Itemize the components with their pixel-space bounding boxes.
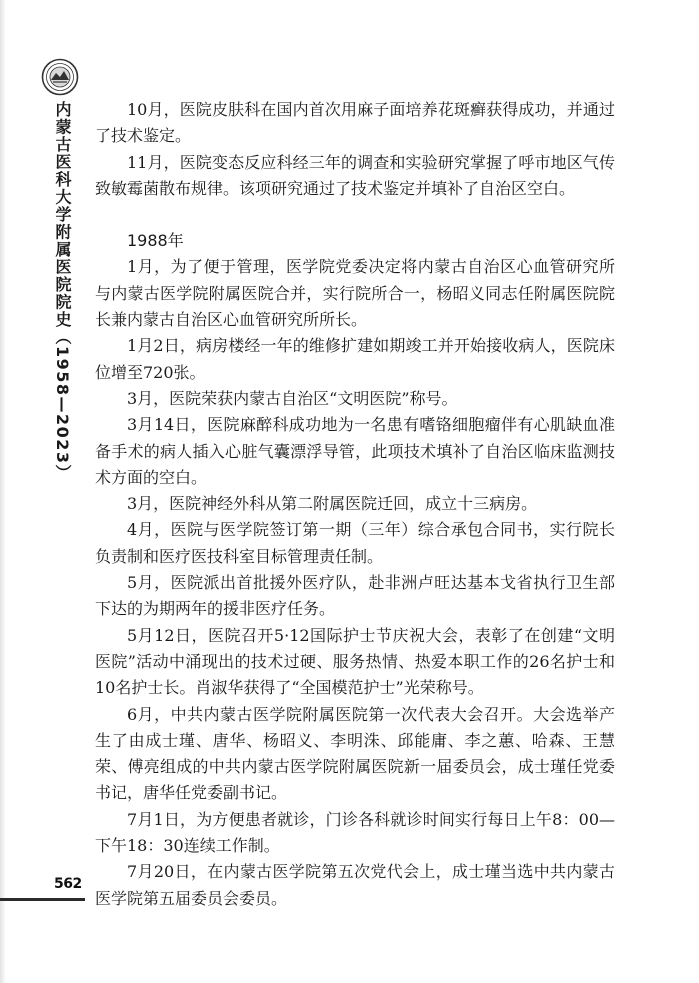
paragraph: 10月，医院皮肤科在国内首次用麻子面培养花斑癣获得成功，并通过了技术鉴定。 <box>95 100 615 146</box>
page-number: 562 <box>54 876 82 892</box>
paragraph: 4月，医院与医学院签订第一期（三年）综合承包合同书，实行院长负责制和医疗医技科室目标管理责任制。 <box>95 520 615 566</box>
paragraph: 3月14日，医院麻醉科成功地为一名患有嗜铬细胞瘤伴有心肌缺血准备手术的病人插入心脏气囊漂浮导管，此项技术填补了自治区临床监测技术方面的空白。 <box>95 415 615 487</box>
main-text <box>95 97 615 912</box>
paragraph: 5月12日，医院召开5·12国际护士节庆祝大会，表彰了在创建“文明医院”活动中涌现出的技术过硬、服务热情、热爱本职工作的26名护士和10名护士长。肖淑华获得了“全国模范护士”光荣称号。 <box>95 625 615 698</box>
paragraph: 1月2日，病房楼经一年的维修扩建如期竣工并开始接收病人，医院床位增至720张。 <box>95 336 615 382</box>
paragraph: 5月，医院派出首批援外医疗队，赴非洲卢旺达基本戈省执行卫生部下达的为期两年的援非医疗任务。 <box>95 573 615 619</box>
paragraph: 6月，中共内蒙古医学院附属医院第一次代表大会召开。大会选举产生了由成士瑾、唐华、杨昭义、李明洙、邱能庸、李之蕙、哈森、王慧荣、傅亮组成的中共内蒙古医学院附属医院新一届委员会，成士瑾任党委书记，唐华任党委副书记。 <box>95 704 615 803</box>
paragraph: 7月1日，为方便患者就诊，门诊各科就诊时间实行每日上午8：00—下午18：30连续工作制。 <box>95 809 615 856</box>
paragraph: 1月，为了便于管理，医学院党委决定将内蒙古自治区心血管研究所与内蒙古医学院附属医院合并，实行院所合一，杨昭义同志任附属医院院长兼内蒙古自治区心血管研究所所长。 <box>95 257 615 330</box>
paragraph: 3月，医院荣获内蒙古自治区“文明医院”称号。 <box>127 388 458 408</box>
university-emblem-icon <box>41 58 79 96</box>
book-side-title: 内蒙古医科大学附属医院院史（1958—2023） <box>53 101 72 483</box>
paragraph: 3月，医院神经外科从第二附属医院迁回，成立十三病房。 <box>127 494 538 514</box>
footer-rule <box>0 898 85 901</box>
paragraph: 11月，医院变态反应科经三年的调查和实验研究掌握了呼市地区气传致敏霉菌散布规律。该项研究通过了技术鉴定并填补了自治区空白。 <box>95 152 615 198</box>
year-heading: 1988年 <box>127 231 184 251</box>
page-edge-shadow <box>0 0 6 983</box>
paragraph: 7月20日，在内蒙古医学院第五次党代会上，成士瑾当选中共内蒙古医学院第五届委员会委员。 <box>95 862 615 908</box>
